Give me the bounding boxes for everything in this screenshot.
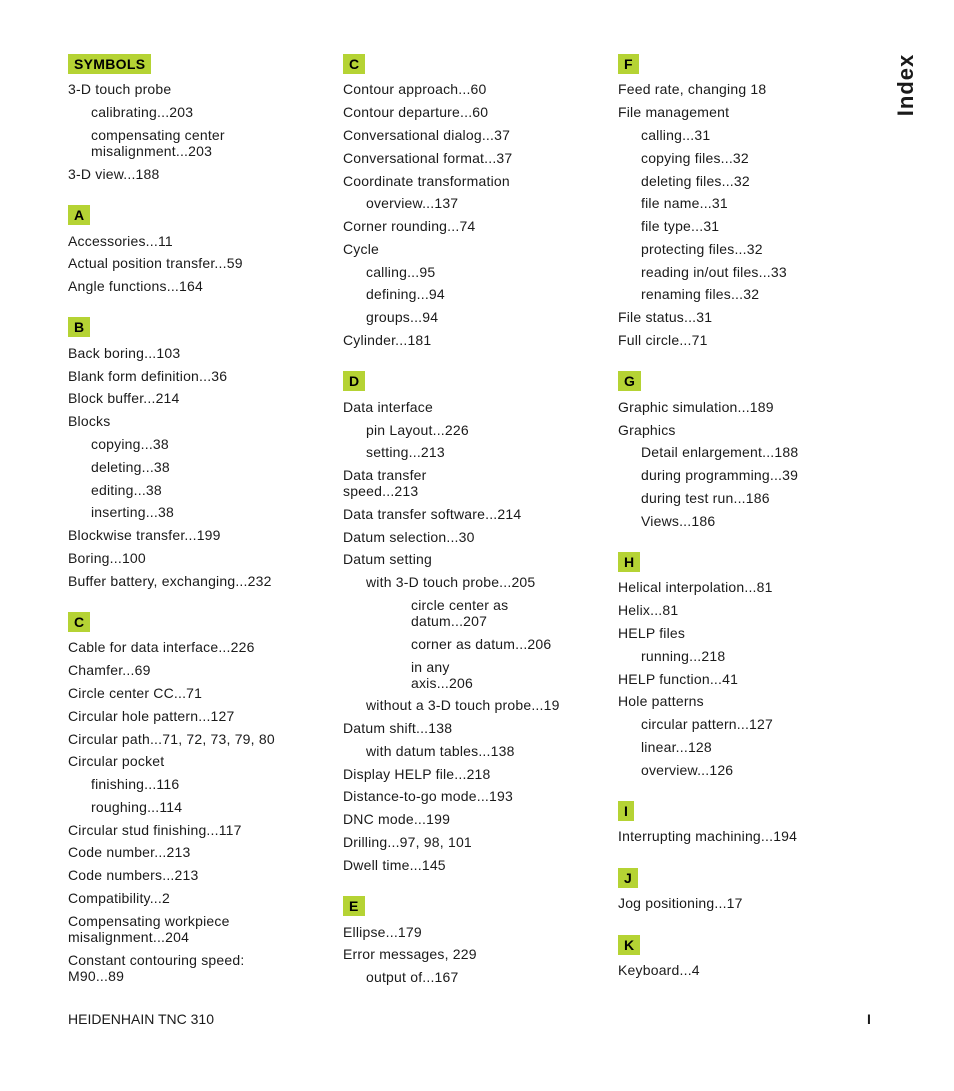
index-entry: Contour approach...60	[343, 81, 487, 98]
index-column-2	[343, 54, 603, 1009]
index-entry: Coordinate transformation	[343, 172, 510, 189]
index-entry: Code number...213	[68, 844, 191, 861]
index-entry: Back boring...103	[68, 344, 181, 361]
index-entry: Circular pocket	[68, 753, 165, 770]
index-section	[618, 552, 878, 781]
index-subentry: compensating center misalignment...203	[91, 126, 225, 159]
index-entry: Blank form definition...36	[68, 367, 228, 384]
index-section	[343, 371, 603, 876]
index-entry: Blocks	[68, 413, 111, 430]
index-entry: 3-D view...188	[68, 165, 160, 182]
side-title-text: Index	[893, 53, 918, 117]
index-subentry: calibrating...203	[91, 104, 194, 121]
footer-page-number: I	[867, 1011, 871, 1027]
index-section	[343, 896, 603, 988]
index-entry: Interrupting machining...194	[618, 828, 798, 845]
index-entry: Cylinder...181	[343, 331, 432, 348]
index-entry: Angle functions...164	[68, 278, 203, 295]
index-entry: Datum setting	[343, 551, 432, 568]
index-column-3	[618, 54, 878, 1001]
index-subentry: with datum tables...138	[366, 742, 515, 759]
index-entry: Code numbers...213	[68, 867, 199, 884]
index-subentry: inserting...38	[91, 504, 174, 521]
index-entry: Circular hole pattern...127	[68, 707, 235, 724]
section-letter-header: C	[68, 612, 90, 632]
index-subentry: calling...31	[641, 126, 711, 143]
index-section	[618, 801, 878, 848]
index-entry: Keyboard...4	[618, 962, 700, 979]
index-subentry: reading in/out files...33	[641, 263, 787, 280]
index-entry: Display HELP file...218	[343, 765, 491, 782]
index-subentry: protecting files...32	[641, 240, 763, 257]
index-section	[618, 371, 878, 532]
index-subentry: finishing...116	[91, 776, 180, 793]
index-subentry: circular pattern...127	[641, 716, 774, 733]
index-entry: Conversational dialog...37	[343, 126, 511, 143]
index-section	[68, 205, 328, 297]
index-entry: Datum shift...138	[343, 720, 453, 737]
index-section	[68, 317, 328, 592]
index-entry: Hole patterns	[618, 693, 704, 710]
index-entry: HELP files	[618, 625, 686, 642]
index-subentry: file name...31	[641, 195, 728, 212]
index-subentry: editing...38	[91, 481, 162, 498]
index-entry: Accessories...11	[68, 232, 173, 249]
index-subentry: deleting files...32	[641, 172, 750, 189]
index-subentry: Detail enlargement...188	[641, 444, 799, 461]
index-entry: Boring...100	[68, 549, 146, 566]
index-subentry: roughing...114	[91, 798, 183, 815]
index-entry: Block buffer...214	[68, 390, 180, 407]
index-entry: Helix...81	[618, 602, 679, 619]
index-subentry: groups...94	[366, 309, 439, 326]
index-entry: HELP function...41	[618, 670, 739, 687]
index-subentry: overview...137	[366, 195, 459, 212]
section-letter-header: B	[68, 317, 90, 337]
index-entry: Circle center CC...71	[68, 685, 203, 702]
index-subentry: in any axis...206	[411, 658, 473, 691]
index-section	[68, 612, 328, 987]
index-entry: Contour departure...60	[343, 104, 489, 121]
index-subentry: without a 3-D touch probe...19	[366, 697, 560, 714]
index-entry: Corner rounding...74	[343, 218, 476, 235]
index-section	[618, 935, 878, 982]
index-entry: 3-D touch probe	[68, 81, 172, 98]
index-subentry: overview...126	[641, 761, 734, 778]
index-entry: Buffer battery, exchanging...232	[68, 572, 272, 589]
index-entry: Chamfer...69	[68, 662, 151, 679]
index-subentry: calling...95	[366, 263, 436, 280]
section-letter-header: A	[68, 205, 90, 225]
section-letter-header: H	[618, 552, 640, 572]
index-entry: Dwell time...145	[343, 856, 446, 873]
section-letter-header: K	[618, 935, 640, 955]
index-subentry: pin Layout...226	[366, 421, 469, 438]
index-entry: Error messages, 229	[343, 946, 477, 963]
index-entry: Data transfer speed...213	[343, 467, 427, 500]
index-section	[618, 54, 878, 351]
index-entry: Jog positioning...17	[618, 895, 743, 912]
index-subentry: running...218	[641, 647, 726, 664]
index-subentry: corner as datum...206	[411, 635, 552, 652]
index-subentry: Views...186	[641, 512, 716, 529]
index-subentry: defining...94	[366, 286, 445, 303]
index-subentry: copying files...32	[641, 149, 749, 166]
section-letter-header: F	[618, 54, 639, 74]
index-subentry: during programming...39	[641, 467, 799, 484]
index-entry: Helical interpolation...81	[618, 579, 773, 596]
index-entry: Actual position transfer...59	[68, 255, 243, 272]
index-entry: Cable for data interface...226	[68, 639, 255, 656]
section-letter-header: G	[618, 371, 641, 391]
index-entry: Data transfer software...214	[343, 505, 522, 522]
index-section	[343, 54, 603, 351]
index-section	[68, 54, 328, 185]
index-subentry: during test run...186	[641, 489, 770, 506]
index-entry: Conversational format...37	[343, 149, 513, 166]
index-subentry: renaming files...32	[641, 286, 760, 303]
section-letter-header: J	[618, 868, 638, 888]
index-entry: Compensating workpiece misalignment...204	[68, 912, 230, 945]
index-entry: Datum selection...30	[343, 528, 475, 545]
section-letter-header: E	[343, 896, 365, 916]
section-letter-header: C	[343, 54, 365, 74]
section-letter-header: SYMBOLS	[68, 54, 151, 74]
index-subentry: copying...38	[91, 435, 169, 452]
index-subentry: linear...128	[641, 738, 712, 755]
index-entry: Blockwise transfer...199	[68, 527, 221, 544]
index-subentry: output of...167	[366, 969, 459, 986]
index-entry: Full circle...71	[618, 331, 708, 348]
index-subentry: circle center as datum...207	[411, 597, 509, 630]
section-letter-header: I	[618, 801, 634, 821]
index-entry: Compatibility...2	[68, 890, 170, 907]
index-entry: Cycle	[343, 240, 380, 257]
side-title	[891, 54, 921, 116]
index-entry: Circular path...71, 72, 73, 79, 80	[68, 730, 275, 747]
index-entry: Graphics	[618, 421, 676, 438]
index-entry: Graphic simulation...189	[618, 398, 774, 415]
section-letter-header: D	[343, 371, 365, 391]
footer-publication: HEIDENHAIN TNC 310	[68, 1011, 215, 1027]
index-entry: DNC mode...199	[343, 811, 451, 828]
index-entry: File management	[618, 104, 730, 121]
index-subentry: file type...31	[641, 218, 720, 235]
index-entry: File status...31	[618, 309, 713, 326]
index-entry: Constant contouring speed: M90...89	[68, 951, 245, 984]
index-column-1	[68, 54, 328, 1007]
index-entry: Circular stud finishing...117	[68, 821, 242, 838]
index-subentry: with 3-D touch probe...205	[366, 574, 536, 591]
index-entry: Data interface	[343, 398, 433, 415]
index-entry: Distance-to-go mode...193	[343, 788, 513, 805]
index-entry: Ellipse...179	[343, 923, 422, 940]
index-entry: Feed rate, changing 18	[618, 81, 767, 98]
index-section	[618, 868, 878, 915]
index-subentry: setting...213	[366, 444, 445, 461]
index-subentry: deleting...38	[91, 458, 170, 475]
index-entry: Drilling...97, 98, 101	[343, 834, 472, 851]
